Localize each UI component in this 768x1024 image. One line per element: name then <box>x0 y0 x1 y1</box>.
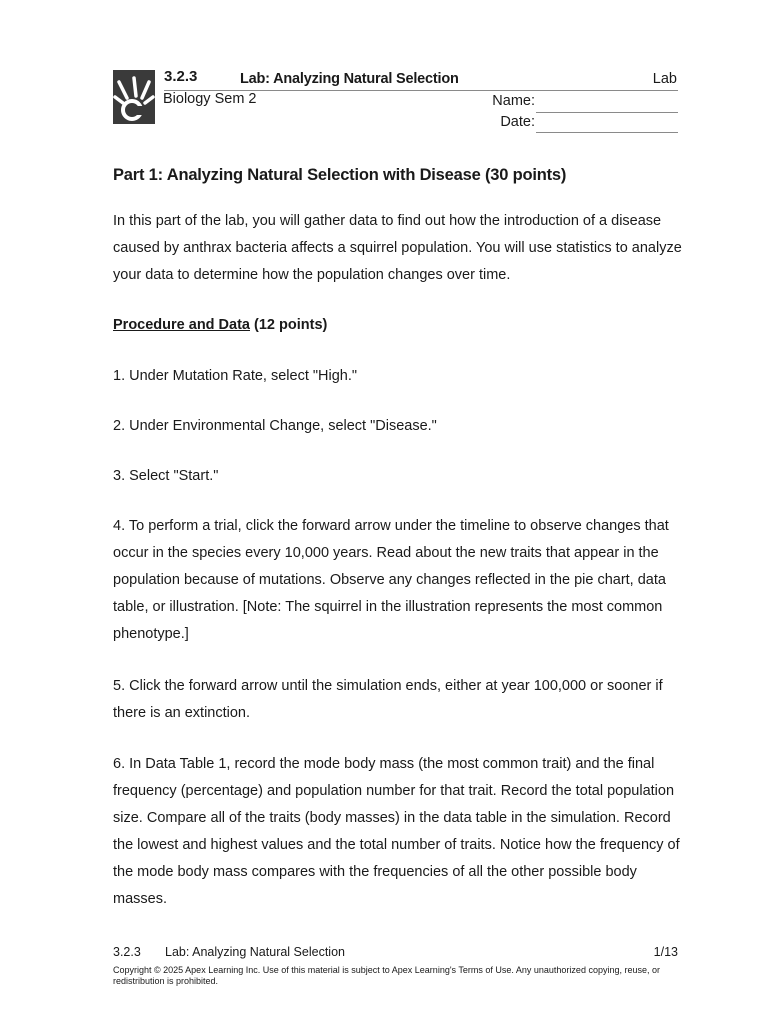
header-course: Biology Sem 2 <box>163 91 257 107</box>
step-5: 5. Click the forward arrow until the simulation ends, either at year 100,000 or sooner if there is an extinction. <box>113 678 663 721</box>
step-1: 1. Under Mutation Rate, select "High." <box>113 368 358 384</box>
header-doc-type: Lab <box>652 71 677 87</box>
procedure-heading-text: Procedure and Data <box>113 317 250 333</box>
step-4: 4. To perform a trial, click the forward arrow under the timeline to observe changes that occur in the species every 10,000 years. Read about the new traits that appear in the population because of mutations. Observe any changes reflected in the pie chart, data table, or illustration. [Note: The squirrel in the illustration represents the most common phenotype.] <box>113 518 669 642</box>
footer-section-number: 3.2.3 <box>113 945 141 959</box>
apex-logo-icon <box>113 70 155 124</box>
procedure-heading <box>113 317 327 333</box>
procedure-heading-points: (12 points) <box>250 317 328 333</box>
step-2: 2. Under Environmental Change, select "Disease." <box>113 418 437 434</box>
name-label: Name: <box>492 93 535 109</box>
footer-page-number: 1/13 <box>653 945 678 959</box>
name-field[interactable] <box>536 112 678 113</box>
step-6: 6. In Data Table 1, record the mode body mass (the most common trait) and the final frequency (percentage) and population number for that trait. Record the total population size. Compare all of the traits (body masses) in the data table in the simulation. Record the lowest and highest values and the total number of traits. Notice how the frequency of the mode body mass compares with the frequencies of all the other possible body masses. <box>113 756 680 907</box>
step-3: 3. Select "Start." <box>113 468 219 484</box>
header-section-number: 3.2.3 <box>164 68 198 85</box>
footer-title: Lab: Analyzing Natural Selection <box>165 945 345 959</box>
date-field[interactable] <box>536 132 678 133</box>
date-label: Date: <box>500 114 535 130</box>
header-title: Lab: Analyzing Natural Selection <box>240 71 459 87</box>
footer-copyright: Copyright © 2025 Apex Learning Inc. Use of this material is subject to Apex Learning's Terms of Use. Any unauthorized copying, reuse, or redistribution is prohibited. <box>113 965 660 986</box>
part1-heading: Part 1: Analyzing Natural Selection with Disease (30 points) <box>113 166 567 184</box>
part1-intro: In this part of the lab, you will gather data to find out how the introduction of a disease caused by anthrax bacteria affects a squirrel population. You will use statistics to analyze your data to determine how the population changes over time. <box>113 213 682 283</box>
